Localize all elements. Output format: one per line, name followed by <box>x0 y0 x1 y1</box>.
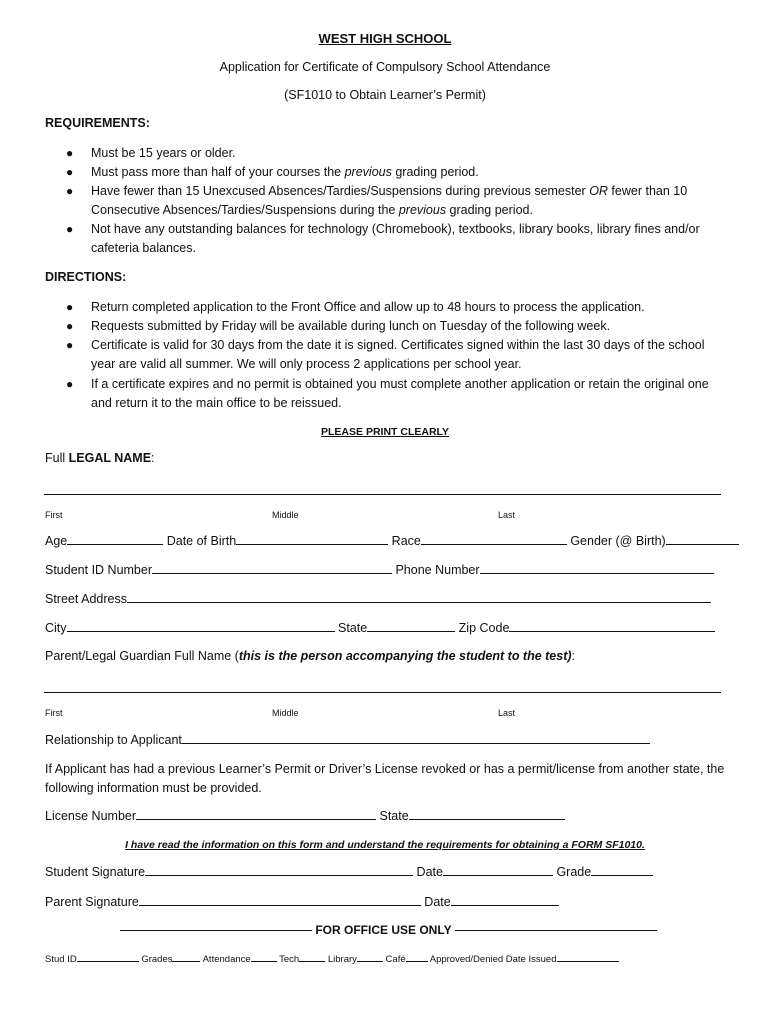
cafe-field[interactable] <box>406 952 428 962</box>
id-phone-row <box>45 562 714 577</box>
requirement-item: Have fewer than 15 Unexcused Absences/Tardies/Suspensions during previous semester OR fewer than 10 Consecutive Absences/Tardies/Suspensions during the previous grading period. <box>91 184 688 217</box>
bullet: ● <box>66 300 74 314</box>
legal-name-field[interactable] <box>44 494 721 495</box>
zip-label: Zip Code <box>455 621 510 635</box>
guardian-label: Parent/Legal Guardian Full Name (this is the person accompanying the student to the test): <box>45 649 576 663</box>
approved-date-field[interactable] <box>557 952 619 962</box>
direction-item: Certificate is valid for 30 days from the date it is signed. Certificates signed within the last 30 days of the school year are valid all summer. We will only process 2 applications per school year. <box>91 338 705 371</box>
direction-item: Requests submitted by Friday will be available during lunch on Tuesday of the following week. <box>91 319 611 333</box>
print-clearly-note: PLEASE PRINT CLEARLY <box>321 426 449 438</box>
guardian-first-caption: First <box>45 708 63 718</box>
form-subtitle-2: (SF1010 to Obtain Learner’s Permit) <box>284 88 486 102</box>
office-use-banner <box>120 923 657 937</box>
city-label: City <box>45 621 67 635</box>
divider <box>455 930 657 931</box>
revoked-notice: If Applicant has had a previous Learner’s Permit or Driver’s License revoked or has a permit/license from another state, the following information must be provided. <box>45 762 725 795</box>
stud-id-label: Stud ID <box>45 954 77 965</box>
phone-field[interactable] <box>480 562 714 574</box>
guardian-middle-caption: Middle <box>272 708 299 718</box>
student-signature-label: Student Signature <box>45 865 146 879</box>
city-field[interactable] <box>67 620 335 632</box>
license-row <box>45 808 565 823</box>
requirement-item: Must pass more than half of your courses the previous grading period. <box>91 165 479 179</box>
relationship-label: Relationship to Applicant <box>45 733 182 747</box>
dob-field[interactable] <box>236 533 388 545</box>
divider <box>120 930 312 931</box>
parent-date-field[interactable] <box>451 894 559 906</box>
student-date-field[interactable] <box>443 864 553 876</box>
race-label: Race <box>388 534 421 548</box>
demographics-row <box>45 533 739 548</box>
gender-label: Gender (@ Birth) <box>566 534 666 548</box>
school-title: WEST HIGH SCHOOL <box>318 31 452 46</box>
parent-signature-label: Parent Signature <box>45 895 139 909</box>
license-label: License Number <box>45 809 137 823</box>
guardian-last-caption: Last <box>498 708 516 718</box>
attendance-label: Attendance <box>200 954 251 965</box>
relationship-field[interactable] <box>182 732 650 744</box>
bullet: ● <box>66 338 74 352</box>
state-field[interactable] <box>367 620 455 632</box>
license-field[interactable] <box>136 808 376 820</box>
parent-signature-row <box>45 894 559 909</box>
grade-field[interactable] <box>591 864 653 876</box>
tech-field[interactable] <box>299 952 325 962</box>
direction-item: If a certificate expires and no permit is obtained you must complete another application or retain the original one and return it to the main office to be reissued. <box>91 377 709 410</box>
middle-name-caption: Middle <box>272 510 299 520</box>
first-name-caption: First <box>45 510 63 520</box>
bullet: ● <box>66 165 74 179</box>
dob-label: Date of Birth <box>163 534 237 548</box>
bullet: ● <box>66 184 74 198</box>
library-field[interactable] <box>357 952 383 962</box>
license-state-label: State <box>376 809 409 823</box>
student-date-label: Date <box>413 865 443 879</box>
stud-id-field[interactable] <box>77 952 139 962</box>
student-id-label: Student ID Number <box>45 563 152 577</box>
library-label: Library <box>325 954 357 965</box>
attendance-field[interactable] <box>251 952 277 962</box>
bullet: ● <box>66 319 74 333</box>
street-field[interactable] <box>127 591 711 603</box>
office-use-row <box>45 952 619 965</box>
directions-heading: DIRECTIONS: <box>45 270 127 284</box>
requirement-item: Not have any outstanding balances for technology (Chromebook), textbooks, library books, library fines and/or cafeteria balances. <box>91 222 700 255</box>
zip-field[interactable] <box>509 620 715 632</box>
direction-item: Return completed application to the Front Office and allow up to 48 hours to process the application. <box>91 300 645 314</box>
form-subtitle: Application for Certificate of Compulsory School Attendance <box>219 60 551 74</box>
license-state-field[interactable] <box>409 808 565 820</box>
approved-label: Approved/Denied Date Issued <box>427 954 557 965</box>
tech-label: Tech <box>276 954 300 965</box>
guardian-name-field[interactable] <box>44 692 721 693</box>
bullet: ● <box>66 146 74 160</box>
bullet: ● <box>66 222 74 236</box>
phone-label: Phone Number <box>392 563 480 577</box>
state-label: State <box>334 621 368 635</box>
office-use-label: FOR OFFICE USE ONLY <box>312 923 455 937</box>
parent-date-label: Date <box>420 895 451 909</box>
parent-signature-field[interactable] <box>139 894 421 906</box>
legal-name-label: Full LEGAL NAME: <box>45 451 155 465</box>
acknowledgement: I have read the information on this form and understand the requirements for obtaining a FORM SF1010. <box>125 839 645 851</box>
requirement-item: Must be 15 years or older. <box>91 146 236 160</box>
age-field[interactable] <box>67 533 163 545</box>
race-field[interactable] <box>421 533 567 545</box>
bullet: ● <box>66 377 74 391</box>
requirements-heading: REQUIREMENTS: <box>45 116 150 130</box>
last-name-caption: Last <box>498 510 516 520</box>
grades-label: Grades <box>138 954 173 965</box>
age-label: Age <box>45 534 68 548</box>
city-row <box>45 620 715 635</box>
relationship-row <box>45 732 650 747</box>
student-signature-field[interactable] <box>145 864 413 876</box>
student-signature-row <box>45 864 653 879</box>
grades-field[interactable] <box>172 952 200 962</box>
cafe-label: Café <box>382 954 406 965</box>
gender-field[interactable] <box>666 533 739 545</box>
student-id-field[interactable] <box>152 562 392 574</box>
grade-label: Grade <box>552 865 592 879</box>
street-label: Street Address <box>45 592 127 606</box>
street-row <box>45 591 711 606</box>
